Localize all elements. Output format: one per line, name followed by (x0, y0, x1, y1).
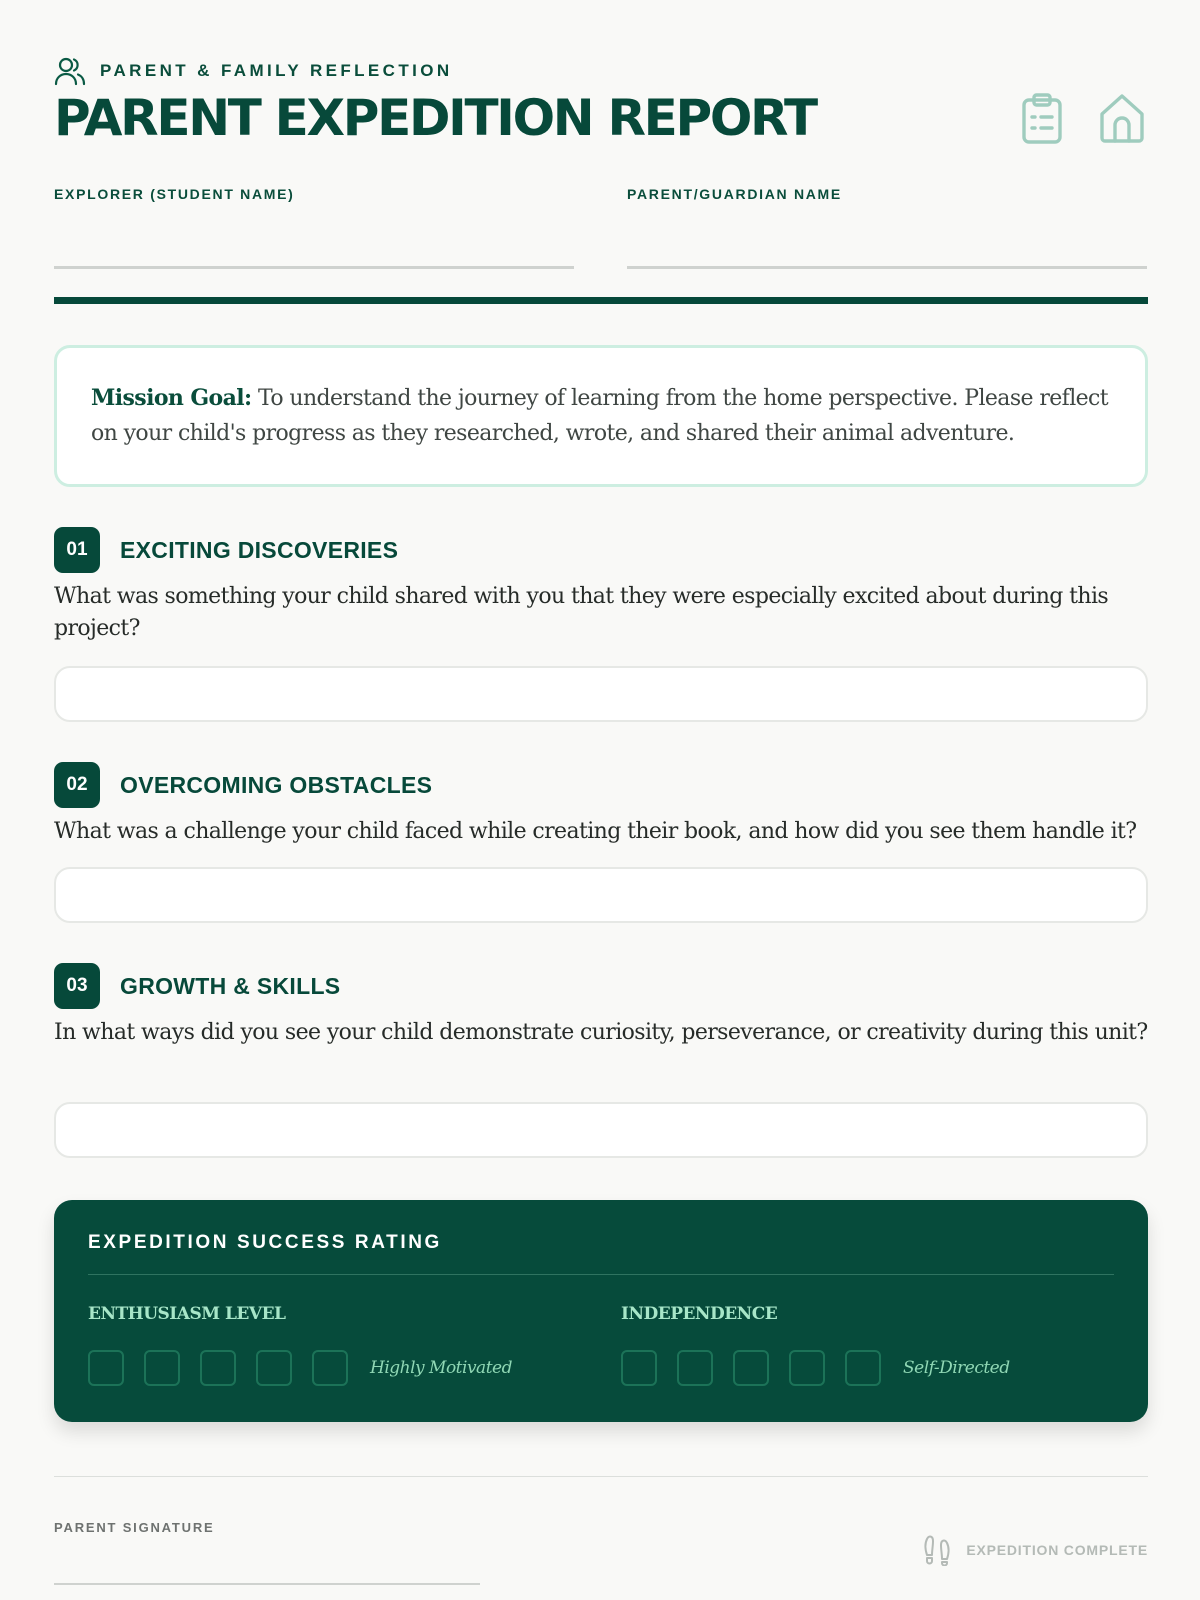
question-number-badge: 01 (54, 527, 100, 573)
question-1 (54, 527, 1148, 645)
section-kicker (54, 54, 453, 88)
student-name-line[interactable] (54, 266, 574, 269)
clipboard-button[interactable] (1014, 90, 1070, 146)
answer-field-2[interactable] (54, 867, 1148, 923)
signature-line[interactable] (54, 1583, 480, 1585)
question-number-badge: 02 (54, 762, 100, 808)
rating-box-5[interactable] (845, 1350, 881, 1386)
rating-panel (54, 1200, 1148, 1422)
question-number-badge: 03 (54, 963, 100, 1009)
rating-divider (88, 1274, 1114, 1275)
header-divider (54, 297, 1148, 304)
rating-label: ENTHUSIASM LEVEL (88, 1304, 286, 1324)
question-2 (54, 762, 1148, 848)
parent-name-label: PARENT/GUARDIAN NAME (627, 186, 842, 202)
expedition-complete-text: EXPEDITION COMPLETE (966, 1542, 1148, 1558)
rating-box-1[interactable] (88, 1350, 124, 1386)
rating-label: INDEPENDENCE (621, 1304, 778, 1324)
student-name-field[interactable] (54, 186, 574, 269)
rating-group-independence (621, 1304, 1010, 1386)
question-title: EXCITING DISCOVERIES (120, 536, 399, 563)
rating-box-1[interactable] (621, 1350, 657, 1386)
rating-box-4[interactable] (256, 1350, 292, 1386)
footer-divider (54, 1476, 1148, 1477)
users-icon (54, 55, 86, 87)
question-title: GROWTH & SKILLS (120, 972, 341, 999)
rating-group-enthusiasm (88, 1304, 512, 1386)
rating-title: EXPEDITION SUCCESS RATING (88, 1232, 442, 1253)
mission-box (54, 345, 1148, 487)
page-title: PARENT EXPEDITION REPORT (54, 89, 816, 147)
answer-field-1[interactable] (54, 666, 1148, 722)
question-prompt: What was something your child shared with you that they were especially excited about during this project? (54, 584, 1109, 641)
home-icon (1098, 92, 1146, 144)
rating-box-3[interactable] (733, 1350, 769, 1386)
kicker-text: PARENT & FAMILY REFLECTION (100, 61, 453, 80)
report-page (54, 0, 1148, 1600)
question-3 (54, 963, 1148, 1049)
footprints-icon (922, 1534, 952, 1566)
student-name-label: EXPLORER (STUDENT NAME) (54, 186, 295, 202)
rating-max-caption: Self-Directed (903, 1358, 1010, 1378)
home-button[interactable] (1094, 90, 1150, 146)
question-prompt: In what ways did you see your child demonstrate curiosity, perseverance, or creativity during this unit? (54, 1020, 1148, 1045)
rating-box-5[interactable] (312, 1350, 348, 1386)
rating-box-2[interactable] (677, 1350, 713, 1386)
expedition-complete-badge (922, 1534, 1148, 1566)
mission-label: Mission Goal: (91, 385, 252, 411)
clipboard-icon (1018, 92, 1066, 144)
parent-name-line[interactable] (627, 266, 1147, 269)
answer-field-3[interactable] (54, 1102, 1148, 1158)
rating-box-2[interactable] (144, 1350, 180, 1386)
rating-box-4[interactable] (789, 1350, 825, 1386)
parent-name-field[interactable] (627, 186, 1147, 269)
mission-text (91, 381, 1111, 451)
question-title: OVERCOMING OBSTACLES (120, 771, 433, 798)
question-prompt: What was a challenge your child faced while creating their book, and how did you see them handle it? (54, 819, 1137, 844)
mission-body: To understand the journey of learning from the home perspective. Please reflect on your child's progress as they researched, wrote, and shared their animal adventure. (91, 386, 1109, 446)
rating-box-3[interactable] (200, 1350, 236, 1386)
rating-max-caption: Highly Motivated (370, 1358, 512, 1378)
signature-label: PARENT SIGNATURE (54, 1520, 215, 1535)
